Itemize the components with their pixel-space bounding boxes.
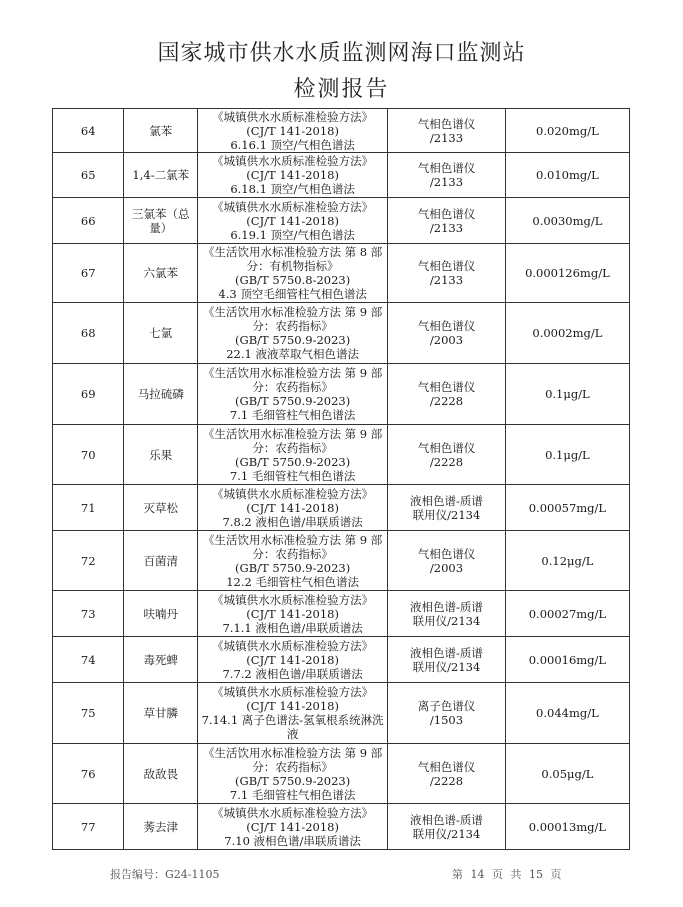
test-item: 百菌清	[124, 531, 198, 591]
row-number: 75	[53, 683, 124, 744]
method-line: 《城镇供水水质标准检验方法》	[212, 486, 374, 501]
method-line: (GB/T 5750.9-2023)	[235, 773, 351, 788]
method-line: 《城镇供水水质标准检验方法》	[212, 199, 374, 214]
test-method	[198, 109, 388, 153]
instrument-line: /2003	[429, 333, 464, 347]
detection-limit: 0.0002mg/L	[505, 303, 629, 364]
row-number: 76	[53, 744, 124, 804]
method-line: (GB/T 5750.9-2023)	[235, 560, 351, 575]
instrument-line: 联用仪/2134	[412, 826, 481, 841]
instrument-line: 液相色谱-质谱	[410, 812, 483, 827]
table-row	[53, 531, 630, 591]
table-row	[53, 591, 630, 637]
method-line: 《生活饮用水标准检验方法 第 9 部	[202, 366, 383, 380]
test-method	[198, 198, 388, 244]
test-method	[198, 591, 388, 637]
instrument-line: 气相色谱仪	[417, 259, 476, 273]
instrument-line: 液相色谱-质谱	[410, 493, 483, 508]
instrument	[388, 303, 506, 364]
detection-limit: 0.1μg/L	[505, 425, 629, 485]
test-item: 莠去津	[124, 804, 198, 850]
instrument-line: 联用仪/2134	[412, 613, 481, 628]
instrument-line: /2133	[429, 175, 464, 189]
test-item: 1,4-二氯苯	[124, 153, 198, 198]
method-line: 液	[286, 727, 299, 741]
test-item: 毒死蜱	[124, 637, 198, 683]
row-number: 72	[53, 531, 124, 591]
instrument-line: 液相色谱-质谱	[410, 599, 483, 614]
table-row	[53, 153, 630, 198]
instrument-line: 气相色谱仪	[417, 759, 476, 774]
method-line: 分：农药指标》	[252, 759, 333, 774]
instrument	[388, 364, 506, 425]
detection-limit: 0.00013mg/L	[505, 804, 629, 850]
detection-limit: 0.12μg/L	[505, 531, 629, 591]
test-method	[198, 744, 388, 804]
method-line: 《城镇供水水质标准检验方法》	[212, 109, 374, 124]
row-number: 67	[53, 244, 124, 303]
method-line: 7.14.1 离子色谱法-氢氧根系统淋洗	[201, 713, 384, 727]
method-line: 分：农药指标》	[252, 380, 333, 394]
detection-limit: 0.0030mg/L	[505, 198, 629, 244]
method-line: 7.1 毛细管柱气相色谱法	[229, 787, 356, 802]
instrument	[388, 531, 506, 591]
test-method	[198, 683, 388, 744]
method-line: (CJ/T 141-2018)	[246, 168, 339, 182]
detection-limit: 0.020mg/L	[505, 109, 629, 153]
row-number: 73	[53, 591, 124, 637]
table-row	[53, 485, 630, 531]
table-row	[53, 244, 630, 303]
test-item: 草甘膦	[124, 683, 198, 744]
table-row	[53, 637, 630, 683]
test-item: 七氯	[124, 303, 198, 364]
table-row	[53, 804, 630, 850]
method-line: 7.7.2 液相色谱/串联质谱法	[222, 666, 363, 681]
station-title: 国家城市供水水质监测网海口监测站	[157, 41, 526, 66]
row-number: 74	[53, 637, 124, 683]
row-number: 64	[53, 109, 124, 153]
method-line: 6.16.1 顶空/气相色谱法	[230, 137, 355, 152]
method-line: 7.10 液相色谱/串联质谱法	[224, 833, 361, 848]
row-number: 66	[53, 198, 124, 244]
table-row	[53, 303, 630, 364]
detection-limit: 0.05μg/L	[505, 744, 629, 804]
instrument-line: 气相色谱仪	[417, 546, 476, 561]
test-method	[198, 485, 388, 531]
instrument	[388, 198, 506, 244]
instrument-line: 气相色谱仪	[417, 116, 476, 131]
method-line: 6.19.1 顶空/气相色谱法	[230, 227, 355, 242]
instrument-line: 液相色谱-质谱	[410, 645, 483, 660]
method-line: 分：农药指标》	[252, 546, 333, 561]
method-line: 《城镇供水水质标准检验方法》	[212, 592, 374, 607]
detection-limit: 0.000126mg/L	[505, 244, 629, 303]
table-row	[53, 744, 630, 804]
instrument-line: /2228	[429, 454, 464, 469]
instrument	[388, 637, 506, 683]
test-item: 氯苯	[124, 109, 198, 153]
instrument-line: 联用仪/2134	[412, 659, 481, 674]
method-line: 《城镇供水水质标准检验方法》	[212, 638, 374, 653]
method-line: 分：农药指标》	[252, 319, 333, 333]
method-line: 22.1 液液萃取气相色谱法	[226, 347, 359, 361]
test-method	[198, 153, 388, 198]
instrument-line: 气相色谱仪	[417, 319, 476, 333]
method-line: 7.1.1 液相色谱/串联质谱法	[222, 620, 363, 635]
test-item: 乐果	[124, 425, 198, 485]
detection-limit: 0.00016mg/L	[505, 637, 629, 683]
method-line: 12.2 毛细管柱气相色谱法	[226, 574, 359, 589]
instrument	[388, 153, 506, 198]
instrument	[388, 244, 506, 303]
method-line: 《生活饮用水标准检验方法 第 9 部	[202, 745, 383, 760]
method-line: 《城镇供水水质标准检验方法》	[212, 154, 374, 168]
instrument-line: /2133	[429, 130, 464, 145]
table-row	[53, 198, 630, 244]
method-line: 4.3 顶空毛细管柱气相色谱法	[218, 287, 367, 301]
instrument-line: 离子色谱仪	[417, 699, 476, 713]
detection-limit: 0.00027mg/L	[505, 591, 629, 637]
instrument	[388, 485, 506, 531]
instrument	[388, 804, 506, 850]
method-line: 6.18.1 顶空/气相色谱法	[230, 182, 355, 196]
instrument-line: /2133	[429, 273, 464, 287]
detection-limit: 0.044mg/L	[505, 683, 629, 744]
page-indicator: 第 14 页 共 15 页	[452, 868, 562, 881]
method-line: (CJ/T 141-2018)	[246, 213, 339, 228]
method-line: 分：有机物指标》	[246, 259, 339, 273]
test-method	[198, 637, 388, 683]
instrument-line: 气相色谱仪	[417, 161, 476, 175]
method-line: 分：农药指标》	[252, 440, 333, 455]
method-line: 《生活饮用水标准检验方法 第 9 部	[202, 426, 383, 441]
method-line: (GB/T 5750.9-2023)	[235, 333, 351, 347]
instrument	[388, 425, 506, 485]
report-subtitle: 检测报告	[293, 77, 390, 102]
method-line: 《生活饮用水标准检验方法 第 8 部	[202, 245, 383, 259]
method-line: (GB/T 5750.9-2023)	[235, 454, 351, 469]
method-line: 7.1 毛细管柱气相色谱法	[229, 468, 356, 483]
test-item: 敌敌畏	[124, 744, 198, 804]
test-item: 三氯苯（总量）	[124, 198, 198, 244]
detection-limit: 0.00057mg/L	[505, 485, 629, 531]
method-line: (CJ/T 141-2018)	[246, 819, 339, 834]
test-item: 六氯苯	[124, 244, 198, 303]
detection-limit: 0.010mg/L	[505, 153, 629, 198]
instrument-line: /2133	[429, 220, 464, 235]
row-number: 71	[53, 485, 124, 531]
instrument	[388, 591, 506, 637]
instrument-line: 气相色谱仪	[417, 380, 476, 394]
test-method	[198, 804, 388, 850]
table-row	[53, 425, 630, 485]
table-row	[53, 364, 630, 425]
test-method	[198, 244, 388, 303]
method-line: (CJ/T 141-2018)	[246, 699, 339, 713]
instrument-line: 联用仪/2134	[412, 507, 481, 522]
method-line: 《生活饮用水标准检验方法 第 9 部	[202, 305, 383, 319]
method-line: (CJ/T 141-2018)	[246, 606, 339, 621]
test-item: 马拉硫磷	[124, 364, 198, 425]
test-item: 呋喃丹	[124, 591, 198, 637]
test-method	[198, 425, 388, 485]
method-line: 7.1 毛细管柱气相色谱法	[229, 408, 356, 422]
test-method	[198, 364, 388, 425]
test-method	[198, 531, 388, 591]
table-row	[53, 683, 630, 744]
instrument-line: /2003	[429, 560, 464, 575]
instrument	[388, 109, 506, 153]
instrument-line: 气相色谱仪	[417, 206, 476, 221]
test-methods-table	[52, 108, 630, 850]
method-line: 《城镇供水水质标准检验方法》	[212, 805, 374, 820]
row-number: 69	[53, 364, 124, 425]
row-number: 77	[53, 804, 124, 850]
report-number: 报告编号：G24-1105	[110, 868, 220, 881]
test-method	[198, 303, 388, 364]
instrument-line: 气相色谱仪	[417, 440, 476, 455]
instrument-line: /2228	[429, 394, 464, 408]
row-number: 65	[53, 153, 124, 198]
test-item: 灭草松	[124, 485, 198, 531]
method-line: 7.8.2 液相色谱/串联质谱法	[222, 514, 363, 529]
method-line: (CJ/T 141-2018)	[246, 652, 339, 667]
instrument	[388, 744, 506, 804]
instrument-line: /1503	[429, 713, 464, 727]
row-number: 68	[53, 303, 124, 364]
method-line: (GB/T 5750.9-2023)	[235, 394, 351, 408]
method-line: 《生活饮用水标准检验方法 第 9 部	[202, 532, 383, 547]
detection-limit: 0.1μg/L	[505, 364, 629, 425]
method-line: 《城镇供水水质标准检验方法》	[212, 685, 374, 699]
method-line: (CJ/T 141-2018)	[246, 123, 339, 138]
instrument-line: /2228	[429, 773, 464, 788]
method-line: (GB/T 5750.8-2023)	[235, 273, 351, 287]
table-row	[53, 109, 630, 153]
method-line: (CJ/T 141-2018)	[246, 500, 339, 515]
row-number: 70	[53, 425, 124, 485]
instrument	[388, 683, 506, 744]
